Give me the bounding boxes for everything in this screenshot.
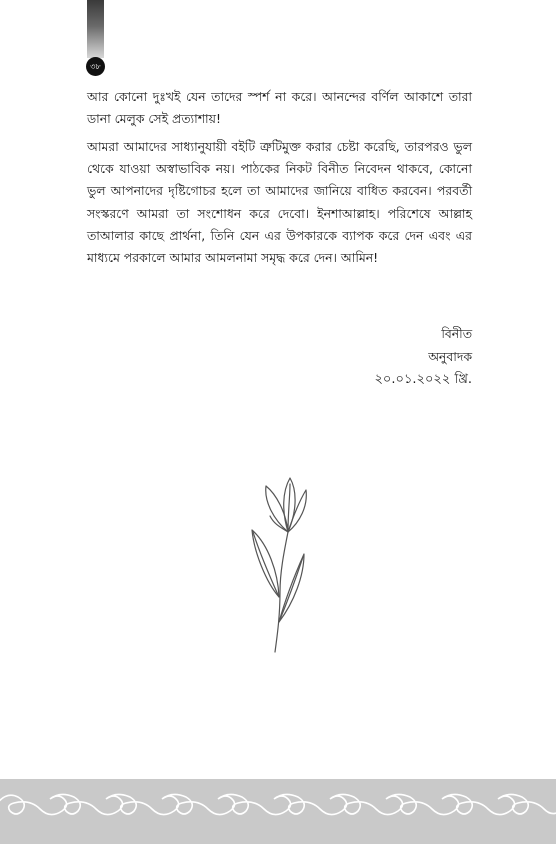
signature-date: ২০.০১.২০২২ খ্রি.: [374, 372, 472, 387]
body-paragraph-2: আমরা আমাদের সাধ্যানুযায়ী বইটি ত্রুটিমুক্ত করার চেষ্টা করেছি, তারপরও ভুল থেকে যাওয়া অস্বাভাবিক নয়। পাঠকের নিকট বিনীত নিবেদন থাকবে, কোনো ভুল আপনাদের দৃষ্টিগোচর হলে তা আমাদের জানিয়ে বাধিত করবেন। পরবর্তী সংস্করণে আমরা তা সংশোধন করে দেবো। ইনশাআল্লাহ। পরিশেষে আল্লাহ তাআলার কাছে প্রার্থনা, তিনি যেন এর উপকারকে ব্যাপক করে দেন এবং এর মাধ্যমে পরকালে আমার আমলনামা সমৃদ্ধ করে দেন। আমিন!: [87, 139, 472, 266]
signature-block: [374, 322, 472, 391]
body-paragraph-1: আর কোনো দুঃখই যেন তাদের স্পর্শ না করে। আনন্দের বর্ণিল আকাশে তারা ডানা মেলুক সেই প্রত্যাশায়!: [87, 89, 472, 127]
footer-ornament-band: [0, 779, 556, 844]
signature-greeting: বিনীত: [441, 326, 472, 341]
swirl-border-pattern-icon: [0, 785, 556, 825]
page-tab-marker: [87, 0, 104, 58]
flower-illustration-icon: [244, 472, 314, 654]
page-number: ৩৮: [86, 57, 105, 76]
signature-role: অনুবাদক: [428, 349, 472, 364]
